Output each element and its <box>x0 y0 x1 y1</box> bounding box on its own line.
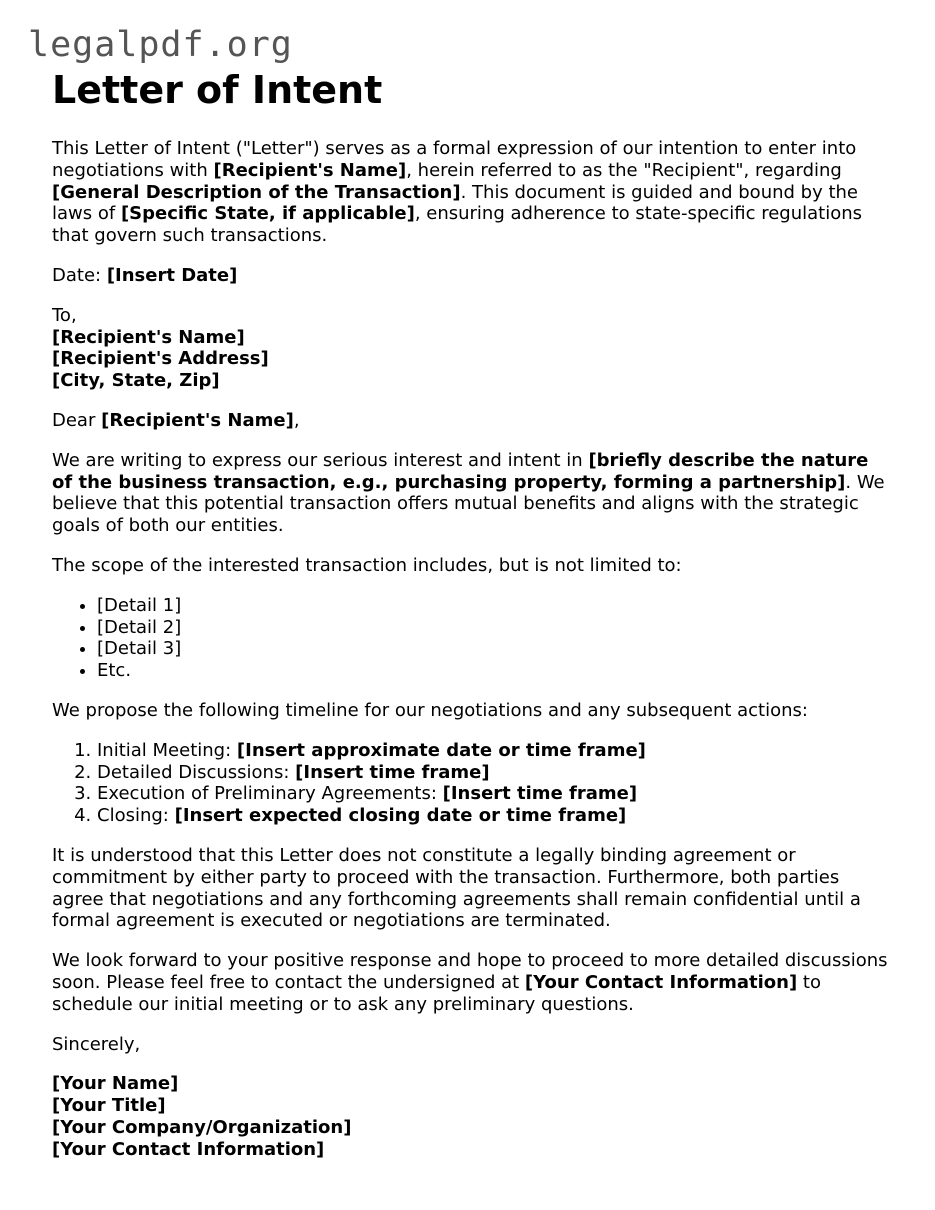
salutation <box>52 410 892 432</box>
list-item: • Etc. <box>97 660 892 682</box>
date-label: Date: <box>52 264 107 286</box>
intro-text-3: . This document is guided and bound by the laws of <box>52 181 858 225</box>
salutation-text-1: Dear <box>52 409 102 431</box>
recipient-name: [Recipient's Name] <box>52 326 245 348</box>
page-title: Letter of Intent <box>52 68 383 112</box>
signature-company: [Your Company/Organization] <box>52 1116 352 1138</box>
recipient-city: [City, State, Zip] <box>52 370 220 392</box>
date-line <box>52 265 892 287</box>
timeline-label: Execution of Preliminary Agreements: <box>97 783 443 805</box>
intro-transaction-description: [General Description of the Transaction] <box>52 181 461 203</box>
intro-text-2: , herein referred to as the "Recipient", regarding <box>406 159 842 181</box>
salutation-text-2: , <box>293 409 300 431</box>
interest-transaction-nature: [briefly describe the nature of the business transaction, e.g., purchasing property, forming a partnership] <box>52 449 869 493</box>
timeline-label: Detailed Discussions: <box>97 761 296 783</box>
timeline-value: [Insert expected closing date or time frame] <box>174 805 627 827</box>
intro-recipient-name: [Recipient's Name] <box>213 159 407 181</box>
salutation-name: [Recipient's Name] <box>101 409 294 431</box>
non-binding-paragraph: It is understood that this Letter does not constitute a legally binding agreement or commitment by either party to proceed with the transaction. Furthermore, both parties agree that negotiations and any forthcoming agreements shall remain confidential until a formal agreement is executed or negotiations are terminated. <box>52 844 861 932</box>
closing-text-2: to schedule our initial meeting or to ask any preliminary questions. <box>52 971 821 1015</box>
signature-block <box>52 1073 892 1160</box>
timeline-value: [Insert approximate date or time frame] <box>236 739 646 761</box>
timeline-item <box>97 740 892 762</box>
timeline-item <box>97 762 892 784</box>
recipient-address: [Recipient's Address] <box>52 348 269 370</box>
intro-state: [Specific State, if applicable] <box>120 203 415 225</box>
scope-intro: The scope of the interested transaction includes, but is not limited to: <box>52 554 682 576</box>
sign-off: Sincerely, <box>52 1033 141 1055</box>
interest-paragraph <box>52 450 892 537</box>
list-item: • [Detail 1] <box>97 595 892 617</box>
intro-text-1: This Letter of Intent ("Letter") serves as a formal expression of our intention to enter into negotiations with <box>52 138 857 181</box>
timeline-label: Initial Meeting: <box>97 739 237 761</box>
to-label: To, <box>52 304 77 326</box>
document-body <box>52 68 892 1178</box>
closing-contact-info: [Your Contact Information] <box>524 971 798 993</box>
intro-paragraph <box>52 138 892 247</box>
timeline-list <box>52 740 892 827</box>
closing-paragraph <box>52 950 892 1015</box>
intro-text-4: , ensuring adherence to state-specific regulations that govern such transactions. <box>52 203 863 247</box>
interest-text-1: We are writing to express our serious interest and intent in <box>52 449 589 471</box>
timeline-item <box>97 783 892 805</box>
timeline-value: [Insert time frame] <box>295 761 490 783</box>
timeline-intro: We propose the following timeline for our negotiations and any subsequent actions: <box>52 699 808 721</box>
timeline-label: Closing: <box>97 805 175 827</box>
signature-contact: [Your Contact Information] <box>52 1138 325 1160</box>
scope-list <box>52 595 892 682</box>
signature-title: [Your Title] <box>52 1095 166 1117</box>
signature-name: [Your Name] <box>52 1073 179 1095</box>
recipient-block <box>52 305 892 392</box>
closing-text-1: We look forward to your positive response and hope to proceed to more detailed discussions soon. Please feel free to contact the undersigned at <box>52 950 888 993</box>
interest-text-2: . We believe that this potential transaction offers mutual benefits and aligns with the strategic goals of both our entities. <box>52 471 885 537</box>
list-item: • [Detail 3] <box>97 638 892 660</box>
timeline-value: [Insert time frame] <box>442 783 638 805</box>
watermark: legalpdf.org <box>28 25 293 65</box>
list-item: • [Detail 2] <box>97 617 892 639</box>
date-value: [Insert Date] <box>106 264 238 286</box>
timeline-item <box>97 805 892 827</box>
